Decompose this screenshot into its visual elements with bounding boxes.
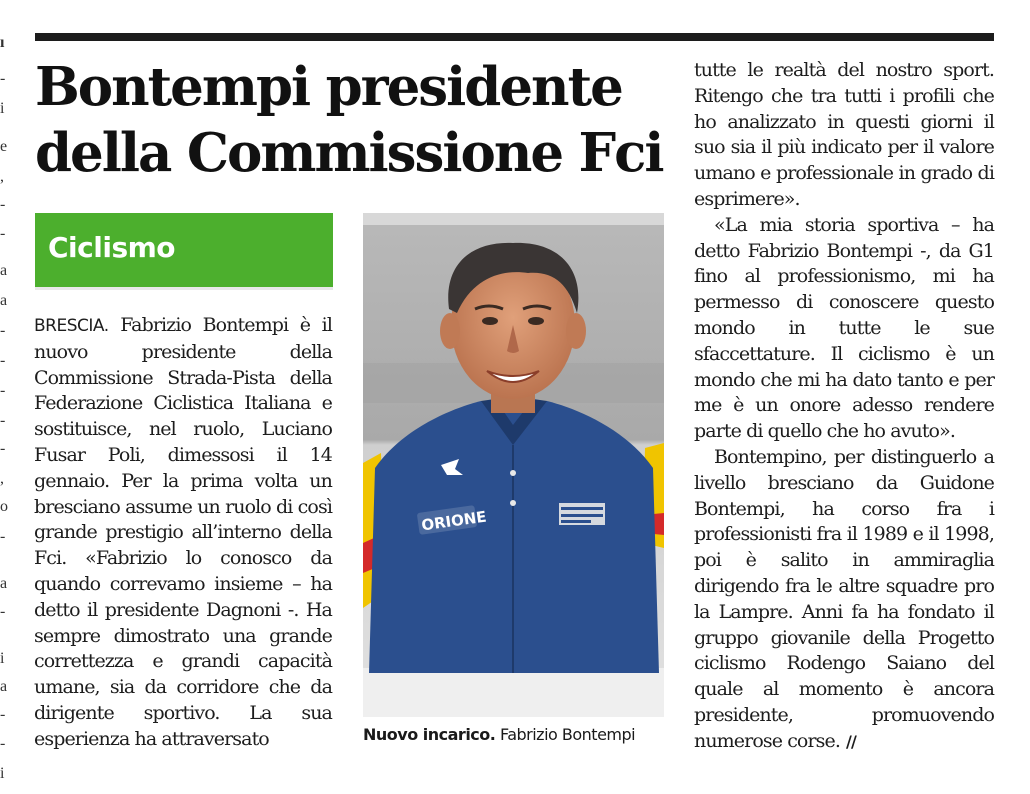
headline-line-1: Bontempi presidente	[35, 56, 622, 118]
body-column-1	[34, 313, 332, 753]
headline	[35, 54, 675, 186]
photo-caption	[363, 723, 664, 747]
body-column-3	[694, 58, 994, 755]
col3-paragraph-2: «La mia storia sportiva – ha detto Fabrizio Bontempi -, da G1 fino al professionismo, mi ha permesso di conoscere questo mondo in tutte le sue sfaccettature. Il ciclismo è un mondo che mi ha dato tanto e per me è un onore adesso rendere parte di quello che ho avuto».	[694, 213, 994, 443]
shirt-sponsor-logo: ORIONE	[420, 507, 488, 535]
caption-lead: Nuovo incarico.	[363, 725, 496, 744]
col3-paragraph-3-text: Bontempino, per distinguerlo a livello bresciano da Guidone Bontempi, ha corso fra i professionisti fra il 1989 e il 1998, poi è salito in ammiraglia dirigendo fra le altre squadre pro la Lampre. Anni fa ha fondato il gruppo giovanile della Progetto ciclismo Rodengo Saiano del quale al momento è ancora presidente, promuovendo numerose corse.	[694, 445, 994, 752]
top-rule	[35, 33, 994, 41]
col3-paragraph-3	[694, 445, 994, 755]
portrait-photo	[363, 213, 664, 717]
section-label-box	[35, 213, 333, 290]
portrait-illustration	[363, 213, 664, 717]
caption-text: Fabrizio Bontempi	[499, 725, 636, 744]
end-of-article-mark: //	[846, 731, 856, 751]
headline-line-2: della Commissione Fci	[35, 122, 663, 184]
col3-paragraph-1: tutte le realtà del nostro sport. Ritengo che tra tutti i profili che ho analizzato in questi giorni il suo sia il più indicato per il valore umano e professionale in grado di esprimere».	[694, 59, 994, 210]
section-label: Ciclismo	[48, 231, 176, 264]
adjacent-column-edge: ı - i e , - - a a - - - - - , o - a - i a - - i	[0, 34, 8, 782]
dateline: BRESCIA.	[34, 316, 109, 336]
body-text-col1: Fabrizio Bontempi è il nuovo presidente della Commissione Strada-Pista della Federazione Ciclistica Italiana e sostituisce, nel ruolo, Luciano Fusar Poli, dimessosi il 14 gennaio. Per la prima volta un bresciano assume un ruolo di così grande prestigio all’interno della Fci. «Fabrizio lo conosco da quando correvamo insieme – ha detto il presidente Dagnoni -. Ha sempre dimostrato una grande correttezza e grandi capacità umane, sia da corridore che da dirigente sportivo. La sua esperienza ha attraversato	[34, 314, 332, 750]
